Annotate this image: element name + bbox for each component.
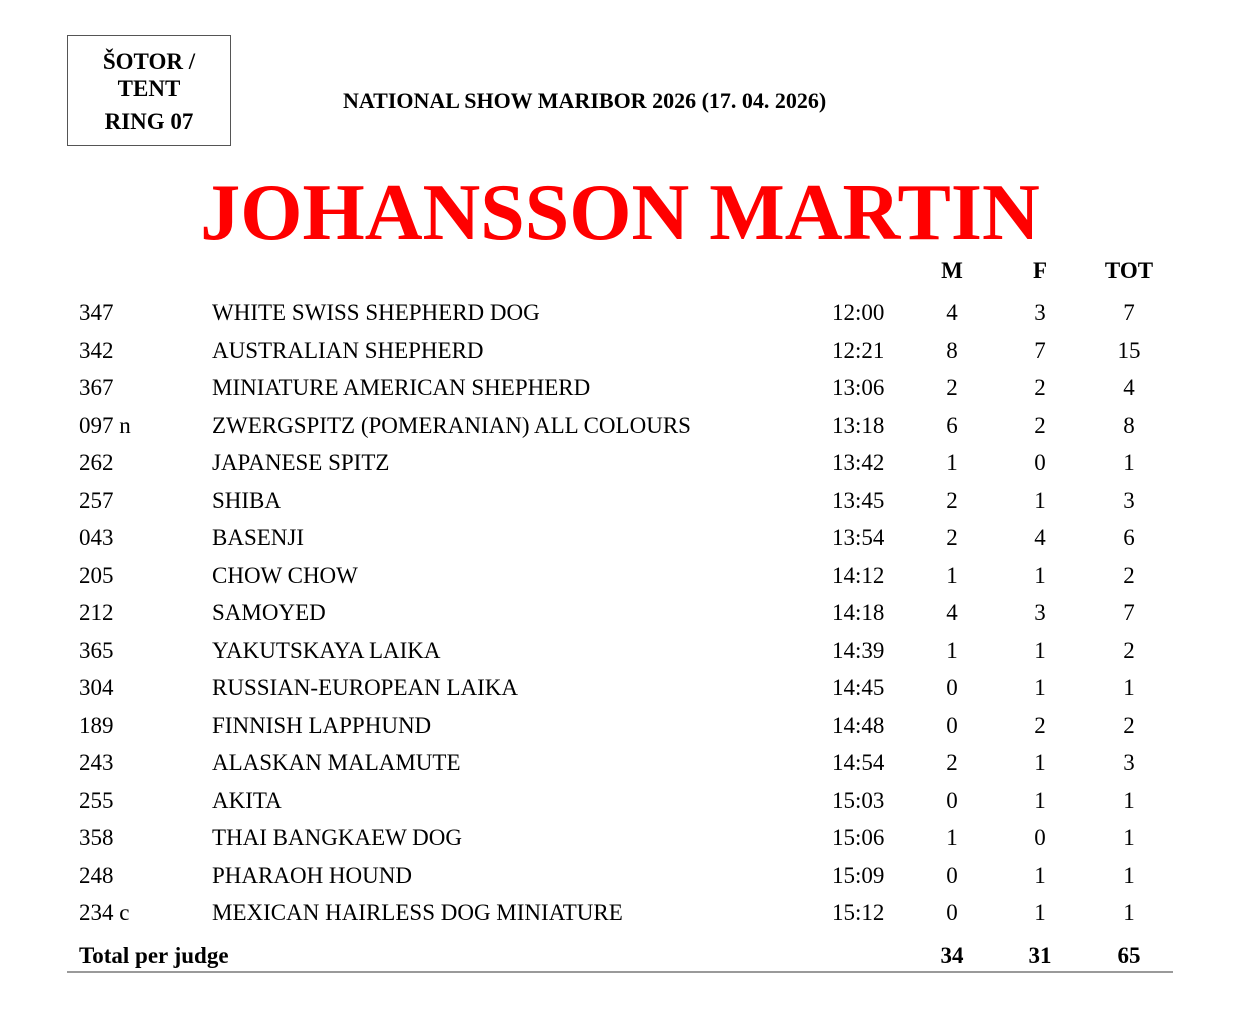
male-count: 6	[946, 412, 958, 438]
judging-time: 13:45	[832, 487, 885, 513]
female-count: 2	[1034, 375, 1046, 400]
breed-code: 212	[79, 600, 114, 625]
female-count: 1	[1034, 750, 1046, 775]
judging-time: 15:12	[832, 900, 885, 925]
total-row	[0, 941, 1240, 973]
total-count: 3	[1123, 487, 1135, 513]
total-count: 1	[1123, 450, 1135, 475]
breed-name: MEXICAN HAIRLESS DOG MINIATURE	[212, 900, 623, 925]
total-count: 1	[1123, 825, 1135, 850]
judging-time: 13:06	[832, 375, 885, 400]
total-count: 1	[1123, 787, 1135, 813]
total-count: 2	[1123, 637, 1135, 663]
female-count: 1	[1034, 862, 1046, 888]
female-count: 7	[1034, 337, 1046, 363]
total-m: 34	[940, 943, 964, 968]
column-header-f: F	[1032, 258, 1048, 283]
male-count: 1	[946, 637, 958, 663]
tent-label-line2: TENT	[117, 76, 181, 101]
total-f: 31	[1028, 943, 1052, 968]
breed-name: YAKUTSKAYA LAIKA	[212, 637, 441, 663]
male-count: 1	[946, 450, 958, 475]
breed-code: 255	[79, 787, 114, 813]
table-row	[0, 671, 1240, 709]
breed-code: 234 c	[79, 900, 130, 925]
female-count: 1	[1034, 900, 1046, 925]
female-count: 0	[1034, 825, 1046, 850]
judging-time: 14:12	[832, 562, 885, 588]
female-count: 1	[1034, 787, 1046, 813]
breed-code: 262	[79, 450, 114, 475]
table-row	[0, 521, 1240, 559]
breed-name: FINNISH LAPPHUND	[212, 712, 432, 738]
total-count: 2	[1123, 712, 1135, 738]
breed-name: THAI BANGKAEW DOG	[212, 825, 462, 850]
female-count: 4	[1034, 525, 1046, 550]
table-row	[0, 559, 1240, 597]
total-count: 3	[1123, 750, 1135, 775]
table-row	[0, 596, 1240, 634]
judging-time: 13:54	[832, 525, 885, 550]
female-count: 3	[1034, 600, 1046, 625]
total-count: 7	[1123, 600, 1135, 625]
judging-time: 14:48	[832, 712, 885, 738]
judging-time: 14:18	[832, 600, 885, 625]
judging-time: 14:54	[832, 750, 885, 775]
ring-label: RING 07	[104, 109, 194, 134]
total-count: 6	[1123, 525, 1135, 550]
breed-name: MINIATURE AMERICAN SHEPHERD	[212, 375, 591, 400]
breed-name: AUSTRALIAN SHEPHERD	[212, 337, 484, 363]
breed-code: 347	[79, 300, 114, 325]
total-tot: 65	[1117, 943, 1141, 968]
judging-time: 12:00	[832, 300, 885, 325]
total-count: 15	[1117, 337, 1141, 363]
table-row	[0, 896, 1240, 934]
male-count: 0	[946, 712, 958, 738]
tent-label	[68, 48, 230, 102]
breed-name: SHIBA	[212, 487, 282, 513]
male-count: 2	[946, 375, 958, 400]
schedule-table	[0, 296, 1240, 934]
breed-name: PHARAOH HOUND	[212, 862, 412, 888]
column-header-m: M	[941, 258, 963, 283]
table-row	[0, 296, 1240, 334]
bottom-divider	[67, 971, 1173, 973]
table-row	[0, 821, 1240, 859]
breed-code: 342	[79, 337, 114, 363]
table-row	[0, 746, 1240, 784]
breed-code: 189	[79, 712, 114, 738]
column-header-tot: TOT	[1104, 258, 1154, 283]
total-count: 2	[1123, 562, 1135, 588]
table-row	[0, 484, 1240, 522]
table-row	[0, 371, 1240, 409]
show-title: NATIONAL SHOW MARIBOR 2026 (17. 04. 2026)	[343, 88, 827, 113]
breed-code: 304	[79, 675, 114, 700]
judging-time: 13:42	[832, 450, 885, 475]
female-count: 1	[1034, 487, 1046, 513]
total-count: 1	[1123, 675, 1135, 700]
judging-time: 14:45	[832, 675, 885, 700]
breed-name: BASENJI	[212, 525, 305, 550]
breed-code: 248	[79, 862, 114, 888]
judging-time: 14:39	[832, 637, 885, 663]
judging-time: 15:03	[832, 787, 885, 813]
male-count: 2	[946, 487, 958, 513]
judging-time: 12:21	[832, 337, 885, 363]
breed-code: 097 n	[79, 412, 131, 438]
total-count: 4	[1123, 375, 1135, 400]
total-count: 1	[1123, 900, 1135, 925]
male-count: 0	[946, 900, 958, 925]
breed-name: RUSSIAN-EUROPEAN LAIKA	[212, 675, 519, 700]
table-row	[0, 859, 1240, 897]
tent-label-line1: ŠOTOR /	[102, 49, 196, 74]
judging-time: 15:06	[832, 825, 885, 850]
male-count: 4	[946, 300, 958, 325]
table-row	[0, 784, 1240, 822]
male-count: 8	[946, 337, 958, 363]
male-count: 2	[946, 525, 958, 550]
table-row	[0, 446, 1240, 484]
breed-name: SAMOYED	[212, 600, 326, 625]
breed-name: AKITA	[212, 787, 282, 813]
female-count: 3	[1034, 300, 1046, 325]
total-count: 8	[1123, 412, 1135, 438]
male-count: 0	[946, 675, 958, 700]
breed-code: 358	[79, 825, 114, 850]
breed-name: JAPANESE SPITZ	[212, 450, 390, 475]
female-count: 2	[1034, 712, 1046, 738]
breed-code: 043	[79, 525, 114, 550]
breed-name: CHOW CHOW	[212, 562, 358, 588]
breed-name: ALASKAN MALAMUTE	[212, 750, 461, 775]
judging-time: 13:18	[832, 412, 885, 438]
tent-ring-box	[67, 35, 231, 146]
breed-name: ZWERGSPITZ (POMERANIAN) ALL COLOURS	[212, 412, 691, 438]
male-count: 0	[946, 787, 958, 813]
breed-code: 205	[79, 562, 114, 588]
male-count: 1	[946, 825, 958, 850]
table-row	[0, 634, 1240, 672]
total-label: Total per judge	[79, 943, 229, 968]
male-count: 4	[946, 600, 958, 625]
female-count: 2	[1034, 412, 1046, 438]
breed-code: 365	[79, 637, 114, 663]
breed-code: 257	[79, 487, 114, 513]
male-count: 0	[946, 862, 958, 888]
female-count: 1	[1034, 562, 1046, 588]
breed-code: 243	[79, 750, 114, 775]
female-count: 1	[1034, 637, 1046, 663]
table-row	[0, 409, 1240, 447]
female-count: 1	[1034, 675, 1046, 700]
judge-name: JOHANSSON MARTIN	[200, 169, 1040, 257]
female-count: 0	[1034, 450, 1046, 475]
breed-name: WHITE SWISS SHEPHERD DOG	[212, 300, 540, 325]
breed-code: 367	[79, 375, 114, 400]
table-row	[0, 334, 1240, 372]
table-row	[0, 709, 1240, 747]
total-count: 7	[1123, 300, 1135, 325]
male-count: 1	[946, 562, 958, 588]
judging-time: 15:09	[832, 862, 885, 888]
total-count: 1	[1123, 862, 1135, 888]
male-count: 2	[946, 750, 958, 775]
